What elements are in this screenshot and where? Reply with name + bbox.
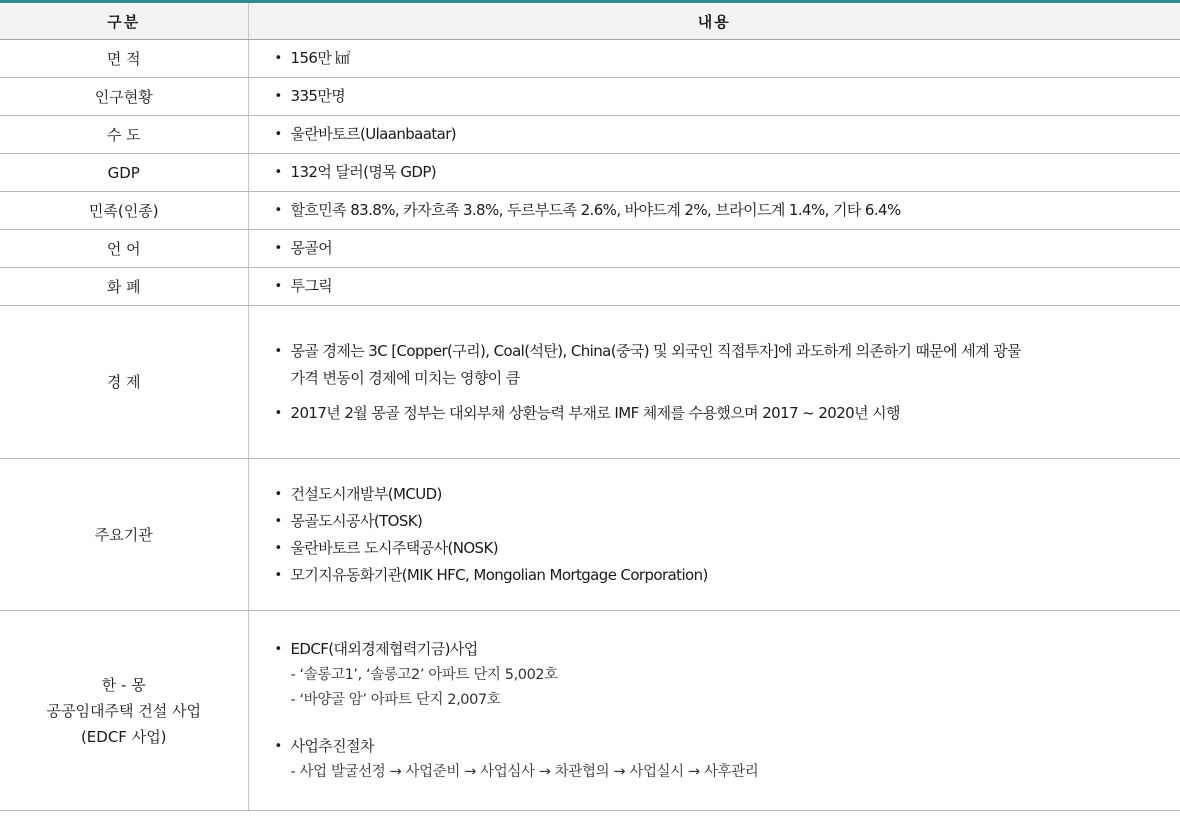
row-label-project xyxy=(0,611,248,811)
row-label-population: 인구현황 xyxy=(0,78,248,116)
table-row-project xyxy=(0,611,1180,811)
table-row-agencies xyxy=(0,459,1180,611)
row-label-ethnic: 민족(인종) xyxy=(0,192,248,230)
process-sub-item: - 사업 발굴선정 → 사업준비 → 사업심사 → 차관협의 → 사업실시 → 사후관리 xyxy=(290,764,759,780)
bullet-icon: • xyxy=(274,241,283,256)
agency-item-3: 울란바토르 도시주택공사(NOSK) xyxy=(290,538,498,557)
bullet-icon: • xyxy=(274,127,283,142)
economy-item-2: 2017년 2월 몽골 정부는 대외부채 상환능력 부재로 IMF 체제를 수용했으며 2017 ~ 2020년 시행 xyxy=(290,403,900,422)
row-label-economy: 경 제 xyxy=(0,306,248,459)
language-value: 몽골어 xyxy=(290,239,333,257)
project-label-line-3: (EDCF 사업) xyxy=(80,727,167,746)
bullet-icon: • xyxy=(274,739,283,754)
currency-value: 투그릭 xyxy=(290,277,333,295)
bullet-icon: • xyxy=(274,165,283,180)
row-label-agencies: 주요기관 xyxy=(0,459,248,611)
row-content-agencies xyxy=(248,459,1180,611)
table-row-language xyxy=(0,230,1180,268)
gdp-value: 132억 달러(명목 GDP) xyxy=(290,163,437,181)
economy-item-1-line-1: 몽골 경제는 3C [Copper(구리), Coal(석탄), China(중국) 및 외국인 직접투자]에 과도하게 의존하기 때문에 세계 광물 xyxy=(290,341,1021,360)
project-label-line-2: 공공임대주택 건설 사업 xyxy=(46,701,201,720)
table-header-row xyxy=(0,2,1180,40)
agency-item-2: 몽골도시공사(TOSK) xyxy=(290,511,423,530)
edcf-sub-item-2: - ‘바양골 암’ 아파트 단지 2,007호 xyxy=(290,692,501,708)
economy-item-1 xyxy=(291,338,1180,392)
header-label: 구분 xyxy=(0,2,248,40)
bullet-icon: • xyxy=(274,51,283,66)
header-content: 내용 xyxy=(248,2,1180,40)
table-row-economy xyxy=(0,306,1180,459)
area-value: 156만 ㎢ xyxy=(290,49,350,67)
bullet-icon: • xyxy=(274,405,283,421)
agency-item-1: 건설도시개발부(MCUD) xyxy=(290,484,442,503)
table-row-area xyxy=(0,40,1180,78)
row-content-currency xyxy=(248,268,1180,306)
ethnic-value: 할흐민족 83.8%, 카자흐족 3.8%, 두르부드족 2.6%, 바야드계 2%, 브라이드계 1.4%, 기타 6.4% xyxy=(290,201,901,219)
table-row-population xyxy=(0,78,1180,116)
row-label-language: 언 어 xyxy=(0,230,248,268)
project-label-line-1: 한 - 몽 xyxy=(101,675,146,694)
row-label-area: 면 적 xyxy=(0,40,248,78)
row-content-population xyxy=(248,78,1180,116)
bullet-icon: • xyxy=(274,203,283,218)
edcf-title: EDCF(대외경제협력기금)사업 xyxy=(290,640,478,658)
bullet-icon: • xyxy=(274,486,283,502)
row-content-ethnic xyxy=(248,192,1180,230)
capital-value: 울란바토르(Ulaanbaatar) xyxy=(290,125,457,143)
population-value: 335만명 xyxy=(290,87,346,105)
row-content-area xyxy=(248,40,1180,78)
row-content-gdp xyxy=(248,154,1180,192)
row-content-project xyxy=(248,611,1180,811)
bullet-icon: • xyxy=(274,540,283,556)
table-row-gdp xyxy=(0,154,1180,192)
bullet-icon: • xyxy=(274,343,283,359)
bullet-icon: • xyxy=(274,513,283,529)
agency-item-4: 모기지유동화기관(MIK HFC, Mongolian Mortgage Corporation) xyxy=(290,565,708,584)
table-row-ethnic xyxy=(0,192,1180,230)
bullet-icon: • xyxy=(274,567,283,583)
row-label-gdp: GDP xyxy=(0,154,248,192)
table-row-currency xyxy=(0,268,1180,306)
bullet-icon: • xyxy=(274,89,283,104)
row-content-economy xyxy=(248,306,1180,459)
row-label-capital: 수 도 xyxy=(0,116,248,154)
row-content-language xyxy=(248,230,1180,268)
edcf-sub-item-1: - ‘솔롱고1’, ‘솔롱고2’ 아파트 단지 5,002호 xyxy=(290,667,558,683)
row-content-capital xyxy=(248,116,1180,154)
table-row-capital xyxy=(0,116,1180,154)
bullet-icon: • xyxy=(274,642,283,657)
row-label-currency: 화 폐 xyxy=(0,268,248,306)
economy-item-1-line-2: 가격 변동이 경제에 미치는 영향이 큼 xyxy=(290,368,520,387)
process-title: 사업추진절차 xyxy=(290,737,374,755)
bullet-icon: • xyxy=(274,279,283,294)
